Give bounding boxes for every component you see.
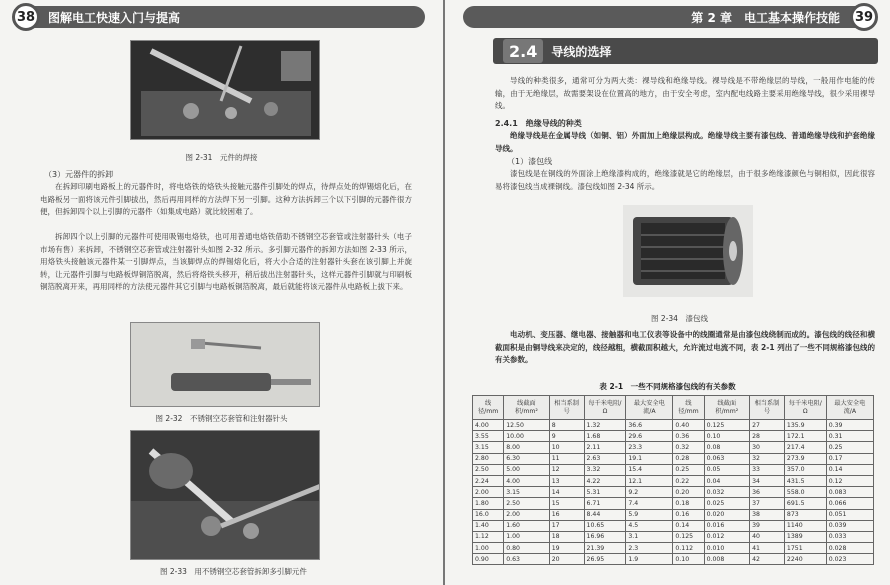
table-cell: 0.025 xyxy=(704,498,749,509)
table-cell: 2.50 xyxy=(473,464,504,475)
table-cell: 0.039 xyxy=(826,520,873,531)
table-cell: 41 xyxy=(750,543,785,554)
table-cell: 0.63 xyxy=(504,554,549,565)
table-cell: 17 xyxy=(549,520,584,531)
table-header-cell: 每千米电阻/Ω xyxy=(584,396,626,420)
fig-2-32-photo xyxy=(130,322,320,407)
table-cell: 0.80 xyxy=(504,543,549,554)
table-cell: 36.6 xyxy=(626,420,673,431)
section-banner xyxy=(493,38,878,64)
left-header-title: 图解电工快速入门与提高 xyxy=(48,10,181,25)
table-cell: 0.31 xyxy=(826,431,873,442)
table-row xyxy=(473,475,874,486)
table-cell: 0.063 xyxy=(704,453,749,464)
table-cell: 5.9 xyxy=(626,509,673,520)
table-cell: 1.60 xyxy=(504,520,549,531)
table-cell: 19.1 xyxy=(626,453,673,464)
table-cell: 28 xyxy=(750,431,785,442)
table-cell: 1751 xyxy=(784,543,826,554)
table-cell: 19 xyxy=(549,543,584,554)
table-cell: 0.40 xyxy=(673,420,704,431)
table-cell: 0.125 xyxy=(673,531,704,542)
table-cell: 0.12 xyxy=(826,475,873,486)
table-cell: 135.9 xyxy=(784,420,826,431)
table-row xyxy=(473,453,874,464)
table-row xyxy=(473,554,874,565)
table-cell: 26.95 xyxy=(584,554,626,565)
table-cell: 0.32 xyxy=(673,442,704,453)
table-cell: 16.0 xyxy=(473,509,504,520)
table-header-cell: 线径/mm xyxy=(673,396,704,420)
table-cell: 2.80 xyxy=(473,453,504,464)
table-cell: 0.020 xyxy=(704,509,749,520)
table-cell: 8 xyxy=(549,420,584,431)
table-cell: 13 xyxy=(549,475,584,486)
table-cell: 29.6 xyxy=(626,431,673,442)
syringe-needle-illustration xyxy=(131,323,320,407)
table-row xyxy=(473,498,874,509)
table-row xyxy=(473,431,874,442)
table-cell: 16 xyxy=(549,509,584,520)
right-page-header xyxy=(463,6,872,28)
table-cell: 15 xyxy=(549,498,584,509)
table-cell: 0.033 xyxy=(826,531,873,542)
removal-paragraph-1: 在拆卸印刷电路板上的元器件时，将电烙铁的烙铁头接触元器件引脚处的焊点，待焊点处的焊锡熔化后，在电路板另一面将该元件引脚拔出，然后再用同样的方法焊下另一引脚。这种方法拆卸三个以下引脚的元器件很方便，但拆卸四个以上引脚的元器件（如集成电路）就比较困难了。 xyxy=(40,182,412,217)
table-cell: 3.15 xyxy=(504,487,549,498)
table-cell: 3.1 xyxy=(626,531,673,542)
table-cell: 0.05 xyxy=(704,464,749,475)
table-header-cell: 相当系制号 xyxy=(549,396,584,420)
right-header-title: 第 2 章 电工基本操作技能 xyxy=(691,10,840,25)
table-cell: 0.010 xyxy=(704,543,749,554)
table-cell: 4.00 xyxy=(473,420,504,431)
insulated-wire-paragraph: 绝缘导线是在金属导线（如铜、铝）外面加上绝缘层构成。绝缘导线主要有漆包线、普通绝缘导线和护套绝缘导线。 xyxy=(495,131,875,153)
fig-2-32-caption: 图 2-32 不锈钢空芯套管和注射器针头 xyxy=(155,414,288,423)
table-cell: 2.24 xyxy=(473,475,504,486)
table-cell: 2.00 xyxy=(473,487,504,498)
table-cell: 0.18 xyxy=(673,498,704,509)
table-cell: 0.023 xyxy=(826,554,873,565)
table-cell: 873 xyxy=(784,509,826,520)
table-cell: 0.012 xyxy=(704,531,749,542)
table-row xyxy=(473,531,874,542)
table-cell: 0.016 xyxy=(704,520,749,531)
table-cell: 1389 xyxy=(784,531,826,542)
table-header-row xyxy=(473,396,874,420)
table-cell: 10 xyxy=(549,442,584,453)
right-page-number: 39 xyxy=(850,3,878,31)
soldering-photo-illustration xyxy=(131,41,320,140)
table-cell: 0.25 xyxy=(673,464,704,475)
table-cell: 2.11 xyxy=(584,442,626,453)
section-number: 2.4 xyxy=(503,39,543,63)
table-cell: 0.17 xyxy=(826,453,873,464)
table-cell: 23.3 xyxy=(626,442,673,453)
table-header-cell: 线截面积/mm² xyxy=(704,396,749,420)
table-cell: 27 xyxy=(750,420,785,431)
table-row xyxy=(473,487,874,498)
table-cell: 0.14 xyxy=(673,520,704,531)
fig-2-34-photo xyxy=(623,205,753,297)
table-cell: 0.10 xyxy=(704,431,749,442)
desoldering-illustration xyxy=(131,431,320,560)
table-cell: 0.051 xyxy=(826,509,873,520)
table-cell: 0.16 xyxy=(673,509,704,520)
table-cell: 37 xyxy=(750,498,785,509)
table-cell: 1.68 xyxy=(584,431,626,442)
removal-paragraph-2: 拆卸四个以上引脚的元器件可使用吸锡电烙铁，也可用普通电烙铁借助不锈钢空芯套管或注射器针头（电子市场有售）来拆卸，不锈钢空芯套管或注射器针头如图 2-32 所示。多引脚元器件的拆卸方法如图 2-33 所示，用烙铁头接触该元器件某一引脚焊点，当该脚焊点的焊锡熔化后，将大小合适的注射器针头套在该引脚上并旋转，让元器件引脚与电路板焊铜箔脱离，然后将烙铁头移开，稍后拔出注射器针头，这样元器件引脚就与印刷板铜箔脱离开来，再用同样的方法使元器件其它引脚与电路板铜箔脱离，最后就能将该元器件从电路板上拔下来。 xyxy=(40,232,412,292)
table-cell: 1.9 xyxy=(626,554,673,565)
table-cell: 0.14 xyxy=(826,464,873,475)
table-cell: 40 xyxy=(750,531,785,542)
table-cell: 0.112 xyxy=(673,543,704,554)
table-cell: 5.00 xyxy=(504,464,549,475)
enamel-wire-spool-illustration xyxy=(623,205,753,297)
table-cell: 357.0 xyxy=(784,464,826,475)
table-cell: 0.22 xyxy=(673,475,704,486)
table-cell: 2240 xyxy=(784,554,826,565)
table-cell: 1.12 xyxy=(473,531,504,542)
table-cell: 217.4 xyxy=(784,442,826,453)
table-cell: 1.00 xyxy=(473,543,504,554)
table-cell: 431.5 xyxy=(784,475,826,486)
left-page-number: 38 xyxy=(12,3,40,31)
subsection-component-removal: （3）元器件的拆卸 xyxy=(44,170,114,179)
table-cell: 0.25 xyxy=(826,442,873,453)
table-cell: 0.083 xyxy=(826,487,873,498)
table-row xyxy=(473,464,874,475)
right-page xyxy=(445,0,890,585)
table-cell: 0.008 xyxy=(704,554,749,565)
table-cell: 0.125 xyxy=(704,420,749,431)
table-cell: 6.71 xyxy=(584,498,626,509)
table-cell: 558.0 xyxy=(784,487,826,498)
table-cell: 12 xyxy=(549,464,584,475)
table-row xyxy=(473,442,874,453)
fig-2-31-caption: 图 2-31 元件的焊接 xyxy=(185,153,258,162)
table-cell: 11 xyxy=(549,453,584,464)
table-cell: 36 xyxy=(750,487,785,498)
table-cell: 0.36 xyxy=(673,431,704,442)
table-row xyxy=(473,509,874,520)
table-header-cell: 线径/mm xyxy=(473,396,504,420)
table-cell: 3.15 xyxy=(473,442,504,453)
table-cell: 7.4 xyxy=(626,498,673,509)
subsection-2-4-1: 2.4.1 绝缘导线的种类 xyxy=(495,119,582,128)
table-cell: 0.20 xyxy=(673,487,704,498)
table-cell: 42 xyxy=(750,554,785,565)
table-cell: 0.10 xyxy=(673,554,704,565)
table-cell: 1.00 xyxy=(504,531,549,542)
table-cell: 10.00 xyxy=(504,431,549,442)
table-cell: 273.9 xyxy=(784,453,826,464)
table-row xyxy=(473,420,874,431)
table-cell: 15.4 xyxy=(626,464,673,475)
table-cell: 2.50 xyxy=(504,498,549,509)
table-cell: 5.31 xyxy=(584,487,626,498)
table-cell: 8.00 xyxy=(504,442,549,453)
table-cell: 16.96 xyxy=(584,531,626,542)
table-cell: 1.32 xyxy=(584,420,626,431)
table-cell: 0.066 xyxy=(826,498,873,509)
left-page-header xyxy=(18,6,425,28)
table-cell: 39 xyxy=(750,520,785,531)
table-cell: 21.39 xyxy=(584,543,626,554)
table-cell: 1140 xyxy=(784,520,826,531)
table-cell: 691.5 xyxy=(784,498,826,509)
enamel-wire-heading: （1）漆包线 xyxy=(507,157,553,166)
table-header-cell: 最大安全电流/A xyxy=(626,396,673,420)
table-cell: 38 xyxy=(750,509,785,520)
table-cell: 4.22 xyxy=(584,475,626,486)
table-body xyxy=(473,420,874,565)
table-cell: 0.04 xyxy=(704,475,749,486)
table-header-cell: 每千米电阻/Ω xyxy=(784,396,826,420)
table-row xyxy=(473,520,874,531)
table-cell: 12.1 xyxy=(626,475,673,486)
fig-2-34-caption: 图 2-34 漆包线 xyxy=(651,314,708,323)
table-cell: 2.63 xyxy=(584,453,626,464)
table-cell: 9 xyxy=(549,431,584,442)
table-cell: 14 xyxy=(549,487,584,498)
table-cell: 12.50 xyxy=(504,420,549,431)
table-cell: 2.3 xyxy=(626,543,673,554)
table-cell: 32 xyxy=(750,453,785,464)
enamel-wire-spec-table xyxy=(472,395,874,565)
table-cell: 0.08 xyxy=(704,442,749,453)
table-cell: 18 xyxy=(549,531,584,542)
table-cell: 172.1 xyxy=(784,431,826,442)
table-header-cell: 相当系制号 xyxy=(750,396,785,420)
enamel-wire-paragraph: 漆包线是在铜线的外面涂上绝缘漆构成的，绝缘漆就是它的绝缘层，由于很多绝缘漆颜色与铜相似，因此很容易将漆包线当成裸铜线。漆包线如图 2-34 所示。 xyxy=(495,169,875,191)
table-cell: 4.00 xyxy=(504,475,549,486)
table-header-cell: 最大安全电流/A xyxy=(826,396,873,420)
fig-2-33-photo xyxy=(130,430,320,560)
table-header-cell: 线截面积/mm² xyxy=(504,396,549,420)
table-cell: 1.40 xyxy=(473,520,504,531)
table-cell: 33 xyxy=(750,464,785,475)
table-cell: 1.80 xyxy=(473,498,504,509)
table-cell: 20 xyxy=(549,554,584,565)
table-2-1-title: 表 2-1 一些不同规格漆包线的有关参数 xyxy=(599,382,736,391)
fig-2-31-photo xyxy=(130,40,320,140)
table-cell: 34 xyxy=(750,475,785,486)
table-cell: 3.32 xyxy=(584,464,626,475)
table-cell: 4.5 xyxy=(626,520,673,531)
section-title: 导线的选择 xyxy=(551,44,612,59)
table-cell: 9.2 xyxy=(626,487,673,498)
table-cell: 3.55 xyxy=(473,431,504,442)
table-cell: 6.30 xyxy=(504,453,549,464)
fig-2-33-caption: 图 2-33 用不锈钢空芯套管拆卸多引脚元件 xyxy=(160,567,307,576)
table-cell: 0.032 xyxy=(704,487,749,498)
table-cell: 0.39 xyxy=(826,420,873,431)
table-cell: 8.44 xyxy=(584,509,626,520)
table-cell: 2.00 xyxy=(504,509,549,520)
table-cell: 0.28 xyxy=(673,453,704,464)
table-cell: 10.65 xyxy=(584,520,626,531)
table-cell: 30 xyxy=(750,442,785,453)
table-row xyxy=(473,543,874,554)
intro-paragraph: 导线的种类很多，通常可分为两大类：裸导线和绝缘导线。裸导线是不带绝缘层的导线，一般用作电能的传输，由于无绝缘层，故需要架设在位置高的地方，由于安全考虑，室内配电线路主要采用绝缘导线，很少采用裸导线。 xyxy=(495,76,875,111)
table-cell: 0.028 xyxy=(826,543,873,554)
table-cell: 0.90 xyxy=(473,554,504,565)
enamel-usage-paragraph: 电动机、变压器、继电器、接触器和电工仪表等设备中的线圈通常是由漆包线绕制而成的。漆包线的线径和横截面积是由铜导线来决定的，线径越粗，横截面积越大，允许流过电流不同，表 2-1 列出了一些不同规格漆包线的有关参数。 xyxy=(495,330,875,365)
